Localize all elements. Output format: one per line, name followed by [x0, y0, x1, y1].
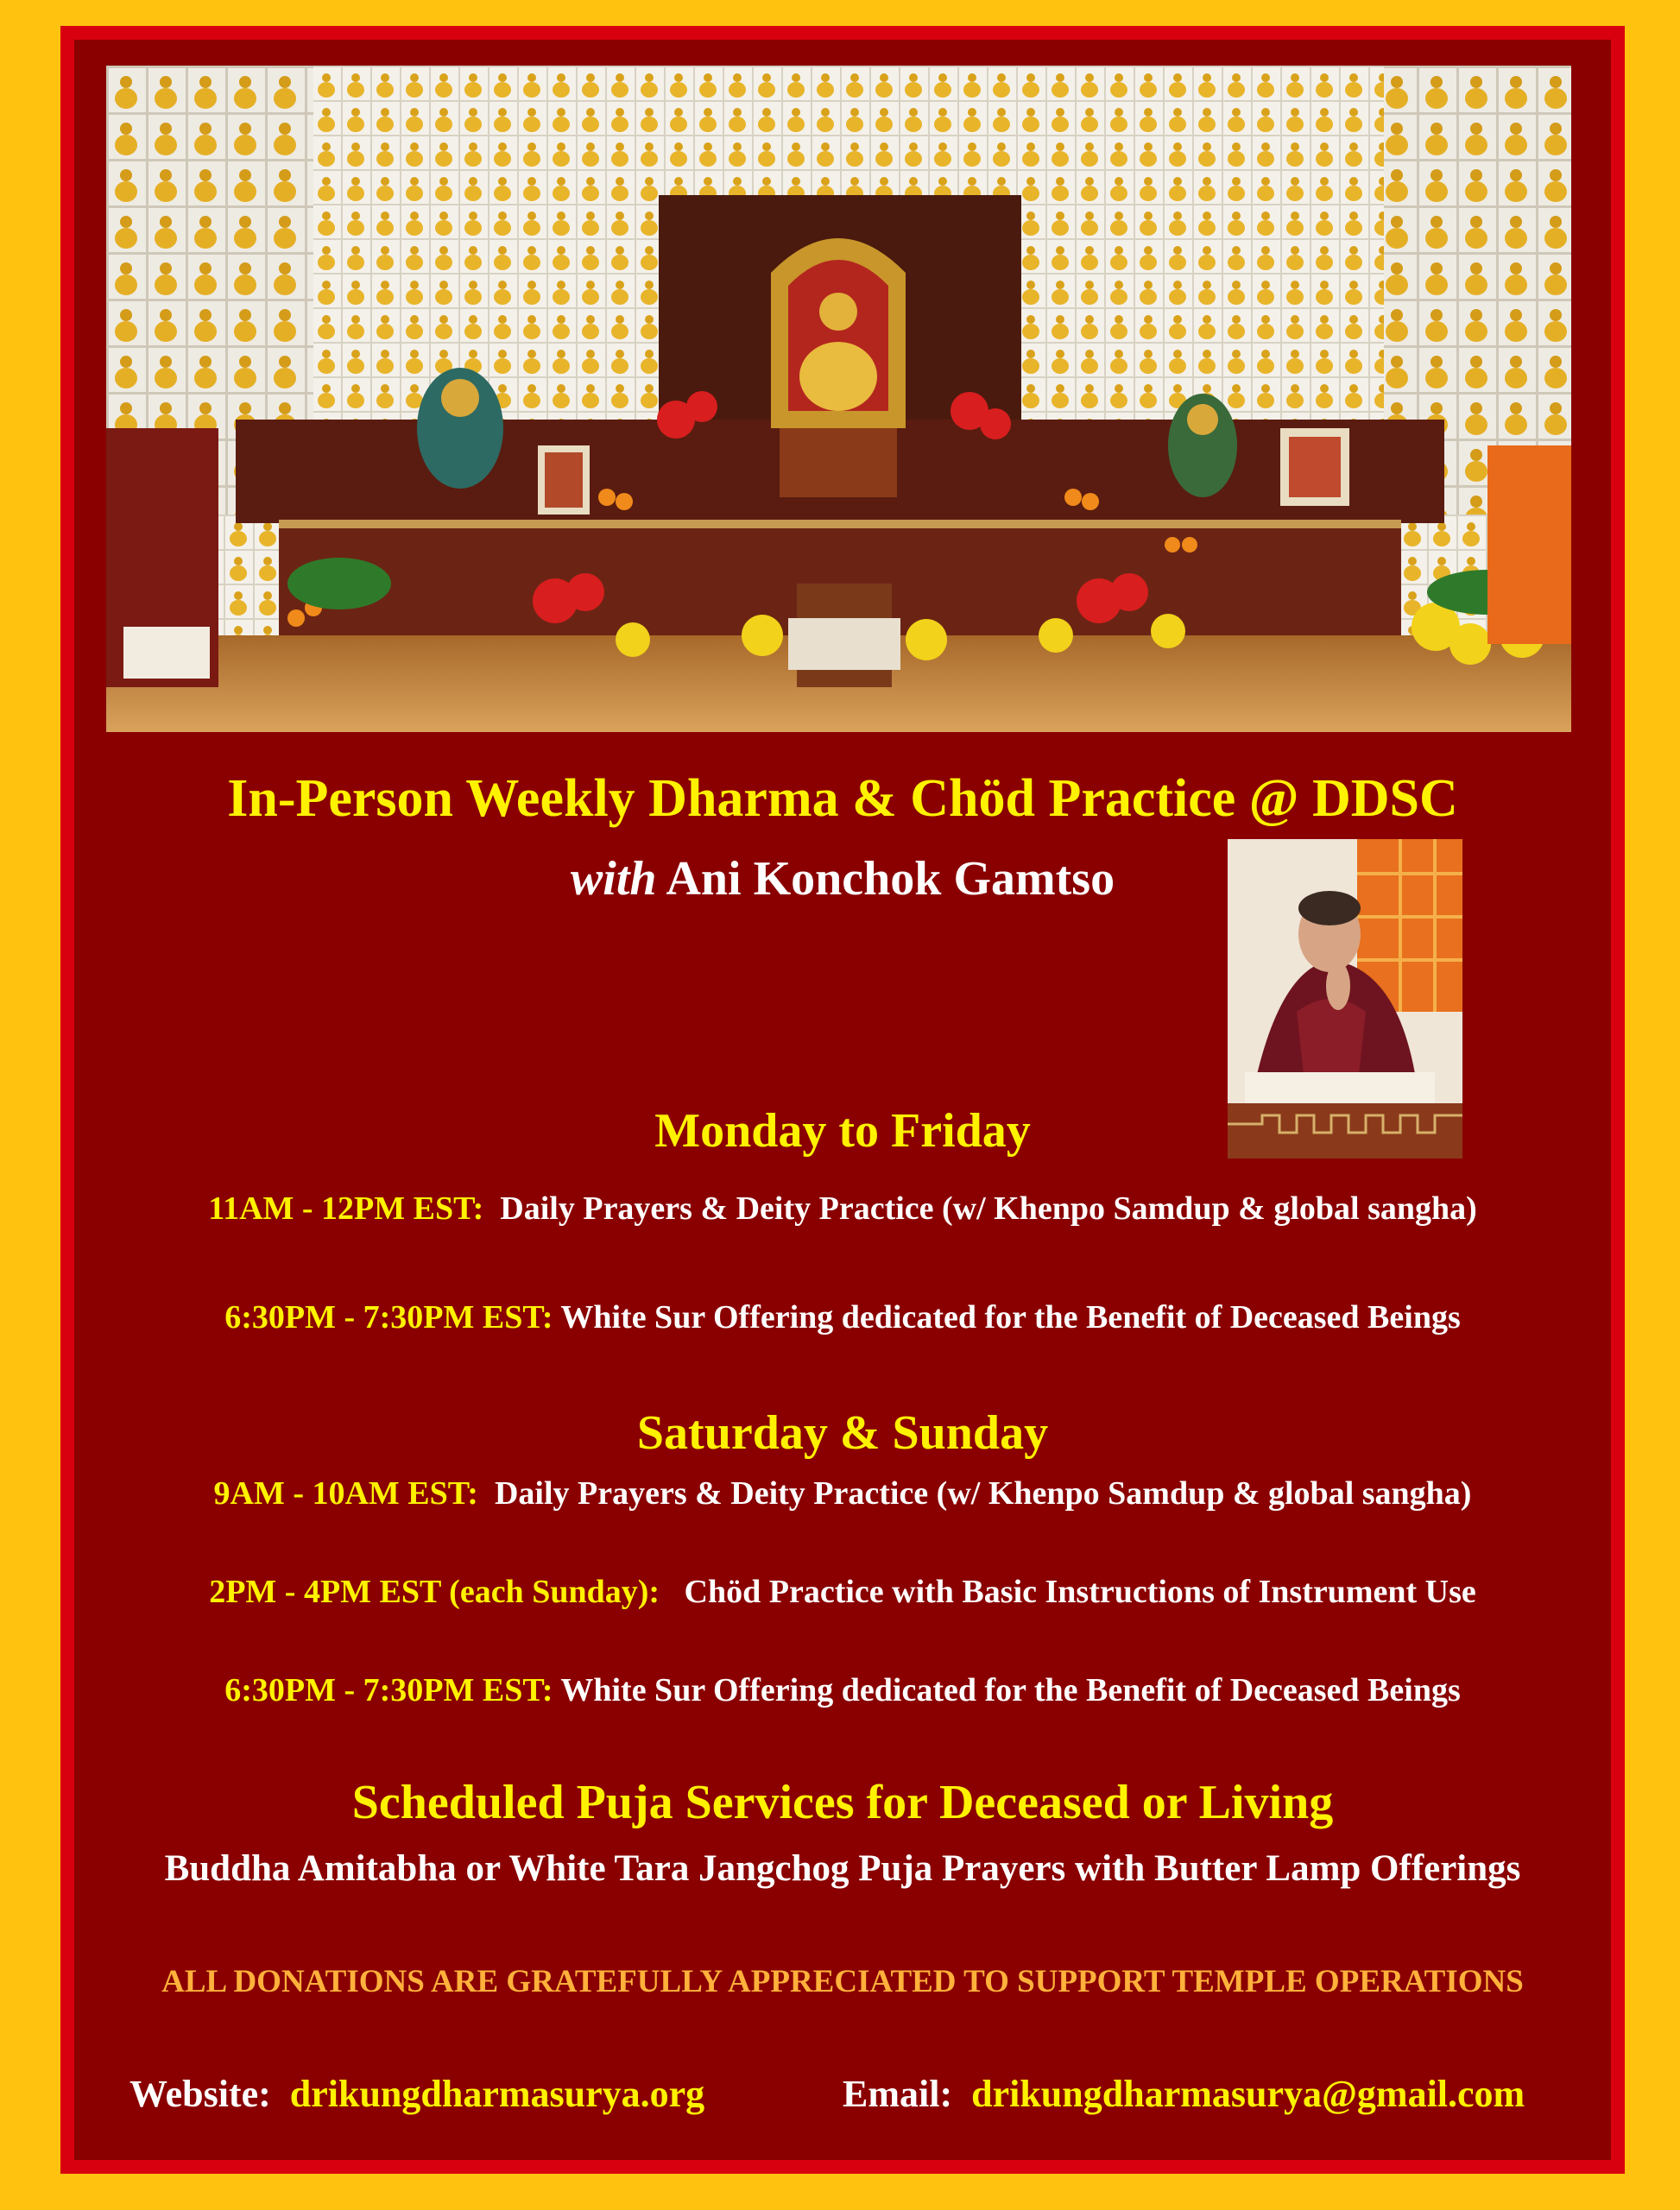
- puja-heading: Scheduled Puja Services for Deceased or Living: [351, 1776, 1334, 1829]
- weekday-heading: Monday to Friday: [654, 1104, 1031, 1158]
- schedule-row: [74, 1190, 1611, 1228]
- schedule-desc: Daily Prayers & Deity Practice (w/ Khenpo Samdup & global sangha): [500, 1190, 1477, 1227]
- schedule-time: 11AM - 12PM EST:: [208, 1190, 484, 1227]
- schedule-desc: Chöd Practice with Basic Instructions of Instrument Use: [684, 1574, 1476, 1610]
- schedule-desc: White Sur Offering dedicated for the Benefit of Deceased Beings: [560, 1672, 1461, 1708]
- schedule-row: [74, 1573, 1611, 1611]
- puja-description: Buddha Amitabha or White Tara Jangchog Puja Prayers with Butter Lamp Offerings: [164, 1848, 1521, 1889]
- schedule-desc: White Sur Offering dedicated for the Benefit of Deceased Beings: [560, 1299, 1461, 1335]
- email-label: Email:: [843, 2073, 953, 2115]
- schedule-desc: Daily Prayers & Deity Practice (w/ Khenpo Samdup & global sangha): [494, 1475, 1472, 1512]
- schedule-time: 6:30PM - 7:30PM EST:: [224, 1299, 553, 1335]
- email-link[interactable]: drikungdharmasurya@gmail.com: [971, 2073, 1525, 2115]
- schedule-time: 2PM - 4PM EST (each Sunday):: [209, 1574, 660, 1610]
- schedule-time: 6:30PM - 7:30PM EST:: [224, 1672, 553, 1708]
- schedule-row: [74, 1298, 1611, 1336]
- website-contact: [129, 2072, 704, 2116]
- teacher-name: Ani Konchok Gamtso: [666, 852, 1115, 906]
- donations-notice: ALL DONATIONS ARE GRATEFULLY APPRECIATED TO SUPPORT TEMPLE OPERATIONS: [161, 1964, 1524, 1999]
- schedule-row: [74, 1671, 1611, 1709]
- website-link[interactable]: drikungdharmasurya.org: [289, 2073, 705, 2115]
- schedule-row: [74, 1474, 1611, 1512]
- subtitle-with: with: [570, 852, 657, 906]
- website-label: Website:: [129, 2073, 271, 2115]
- email-contact: [843, 2072, 1525, 2116]
- schedule-time: 9AM - 10AM EST:: [213, 1475, 478, 1512]
- temple-altar-photo: [106, 66, 1571, 732]
- event-title: In-Person Weekly Dharma & Chöd Practice @ DDSC: [227, 769, 1458, 828]
- weekend-heading: Saturday & Sunday: [636, 1406, 1049, 1460]
